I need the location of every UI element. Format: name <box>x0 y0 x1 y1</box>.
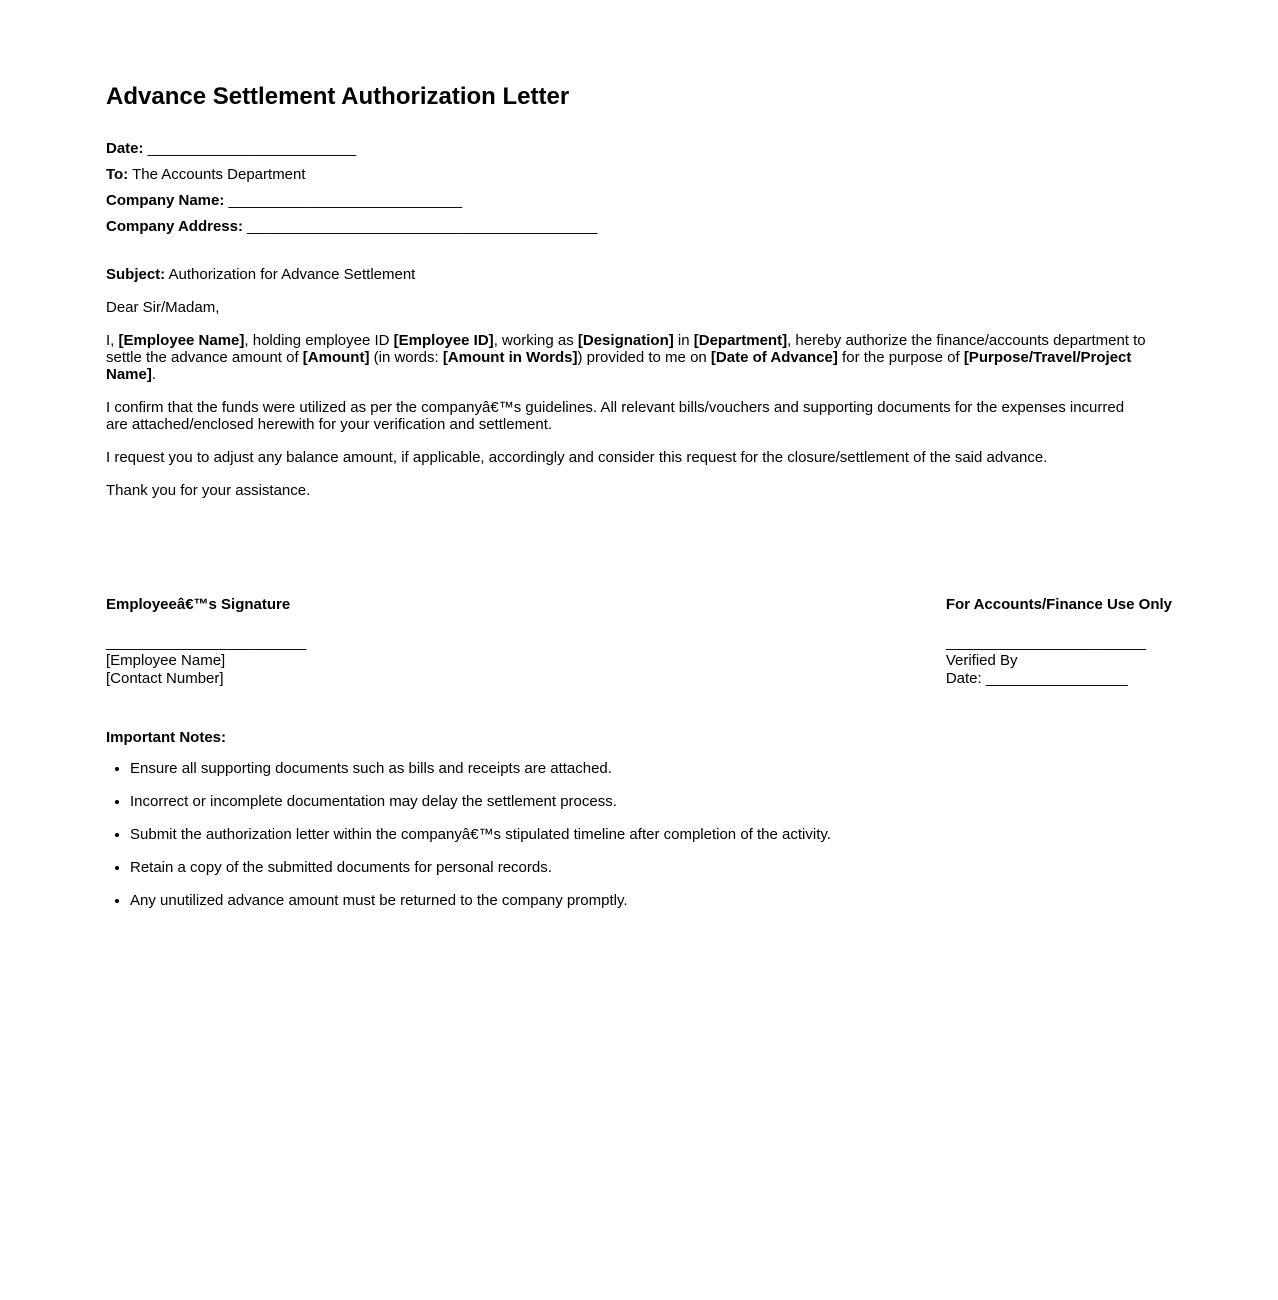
amount-placeholder: [Amount] <box>302 349 370 367</box>
company-address-field <box>106 218 1172 235</box>
purpose-placeholder: [Purpose/Travel/Project Name] <box>106 349 1132 384</box>
date-label: Date: <box>106 140 144 158</box>
confirmation-paragraph: I confirm that the funds were utilized as per the companyâ€™s guidelines. All relevant bills/vouchers and supporting documents for the expenses incurred are attached/enclosed herewith for your verification and settlement. <box>106 399 1125 434</box>
note-item: • Retain a copy of the submitted documents for personal records. <box>130 859 1172 876</box>
important-notes-section <box>106 729 1172 909</box>
note-item: • Incorrect or incomplete documentation may delay the settlement process. <box>130 793 1172 810</box>
contact-number-line: [Contact Number] <box>106 670 224 688</box>
verified-by-line: Verified By <box>945 652 1018 670</box>
accounts-use-heading: For Accounts/Finance Use Only <box>945 596 1172 614</box>
company-name-field <box>106 192 1172 209</box>
employee-id-placeholder: [Employee ID] <box>393 332 494 350</box>
employee-name-line: [Employee Name] <box>106 652 226 670</box>
employee-name-placeholder: [Employee Name] <box>118 332 245 350</box>
date-blank-line: _________________________ <box>143 140 357 158</box>
important-notes-list <box>106 760 1172 909</box>
employee-signature-heading: Employeeâ€™s Signature <box>106 596 291 614</box>
note-item: • Ensure all supporting documents such as bills and receipts are attached. <box>130 760 1172 777</box>
subject-field <box>106 266 1172 283</box>
amount-in-words-placeholder: [Amount in Words] <box>442 349 578 367</box>
para1-text: . <box>151 366 157 384</box>
subject-label: Subject: <box>106 266 166 284</box>
accounts-verification-block <box>946 634 1172 688</box>
verification-date-blank-line: _________________ <box>981 670 1128 688</box>
para1-text: ) provided to me on <box>577 349 711 367</box>
date-field <box>106 140 1172 157</box>
para1-text: in <box>673 332 694 350</box>
important-notes-heading: Important Notes: <box>106 729 226 747</box>
designation-placeholder: [Designation] <box>577 332 674 350</box>
company-address-blank-line: __________________________________________ <box>242 218 598 236</box>
para1-text: I, <box>106 332 119 350</box>
to-value: The Accounts Department <box>128 166 306 184</box>
thanks-paragraph: Thank you for your assistance. <box>106 482 311 500</box>
salutation: Dear Sir/Madam, <box>106 299 220 317</box>
request-paragraph: I request you to adjust any balance amount, if applicable, accordingly and consider this request for the closure/settlement of the said advance. <box>106 449 1048 467</box>
page-title: Advance Settlement Authorization Letter <box>106 83 570 110</box>
date-of-advance-placeholder: [Date of Advance] <box>710 349 838 367</box>
subject-value: Authorization for Advance Settlement <box>165 266 416 284</box>
employee-signature-column <box>106 596 306 688</box>
accounts-finance-column <box>946 596 1172 688</box>
to-field <box>106 166 1172 183</box>
para1-text: for the purpose of <box>837 349 964 367</box>
note-item: • Submit the authorization letter within the companyâ€™s stipulated timeline after completion of the activity. <box>130 826 1172 843</box>
signature-section <box>106 596 1172 688</box>
para1-text: , hereby authorize the finance/accounts department to settle the advance amount of <box>106 332 1146 367</box>
company-address-label: Company Address: <box>106 218 243 236</box>
note-item: • Any unutilized advance amount must be returned to the company promptly. <box>130 892 1172 909</box>
verification-date-line <box>946 670 1128 687</box>
para1-text: , holding employee ID <box>244 332 394 350</box>
verification-blank-line: ________________________ <box>945 634 1147 652</box>
department-placeholder: [Department] <box>693 332 788 350</box>
authorization-paragraph <box>106 332 1146 383</box>
employee-signature-block <box>106 634 306 688</box>
signature-blank-line: ________________________ <box>106 634 307 652</box>
to-label: To: <box>106 166 129 184</box>
company-name-blank-line: ____________________________ <box>224 192 463 210</box>
company-name-label: Company Name: <box>106 192 225 210</box>
para1-text: , working as <box>493 332 578 350</box>
para1-text: (in words: <box>369 349 443 367</box>
verification-date-label: Date: <box>945 670 982 688</box>
